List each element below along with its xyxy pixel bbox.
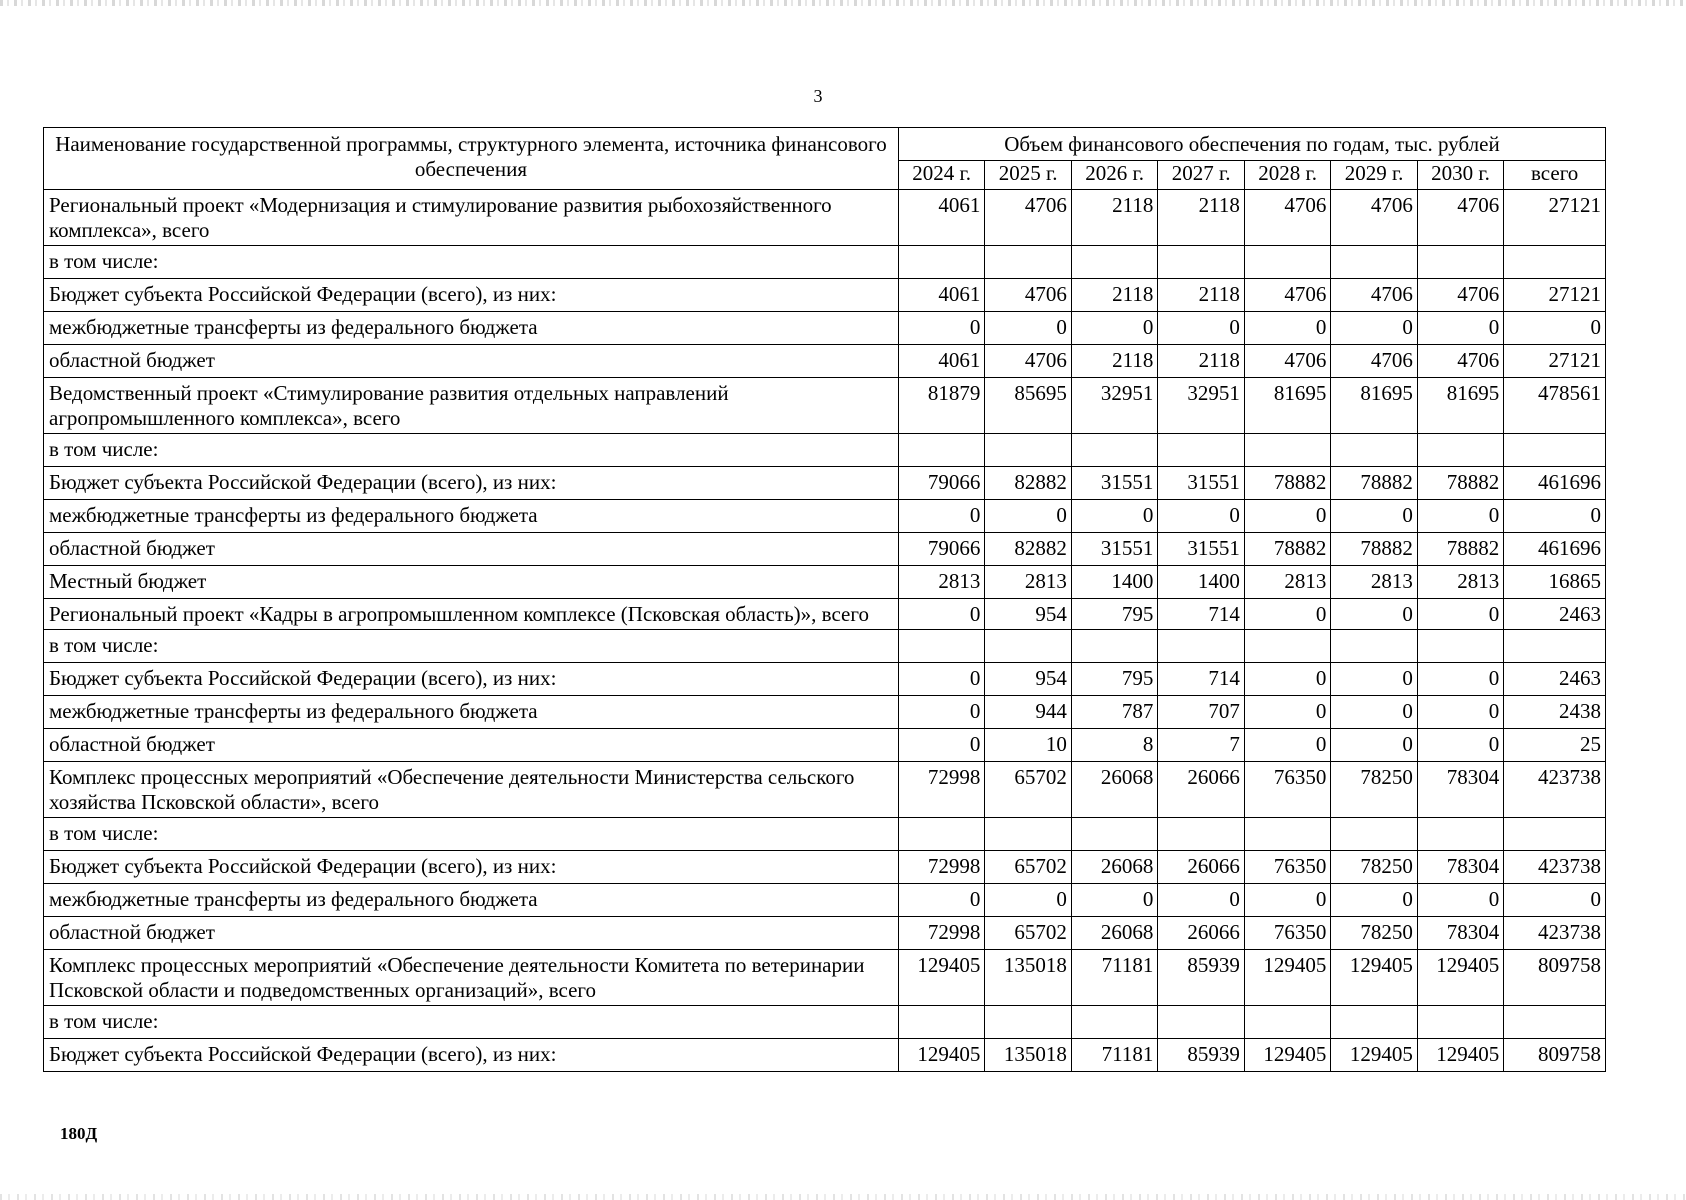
year-value-cell: 4706 [1244,190,1330,246]
year-value-cell: 129405 [898,950,984,1006]
row-label: Региональный проект «Модернизация и стимулирование развития рыбохозяйственного комплекса», всего [44,190,899,246]
year-value-cell [1417,1006,1503,1039]
year-value-cell [985,630,1071,663]
year-value-cell: 26068 [1071,917,1157,950]
year-value-cell: 65702 [985,762,1071,818]
year-header: 2026 г. [1071,161,1157,190]
row-label: Ведомственный проект «Стимулирование развития отдельных направлений агропромышленного комплекса», всего [44,378,899,434]
table-row [44,599,1606,630]
volume-header: Объем финансового обеспечения по годам, тыс. рублей [898,128,1605,161]
table-row [44,434,1606,467]
total-cell: 809758 [1504,1039,1606,1072]
table-row [44,312,1606,345]
scan-artifact-bottom [0,1194,1686,1200]
table-body [44,190,1606,1072]
year-value-cell: 0 [1331,729,1417,762]
year-value-cell: 707 [1158,696,1244,729]
total-cell: 27121 [1504,190,1606,246]
row-label: межбюджетные трансферты из федерального бюджета [44,312,899,345]
year-value-cell: 4706 [1244,345,1330,378]
year-header: 2025 г. [985,161,1071,190]
year-value-cell: 10 [985,729,1071,762]
year-value-cell: 0 [898,663,984,696]
year-value-cell [1071,246,1157,279]
year-value-cell: 0 [985,884,1071,917]
year-header: 2030 г. [1417,161,1503,190]
year-value-cell: 82882 [985,467,1071,500]
total-cell: 27121 [1504,345,1606,378]
year-value-cell [985,1006,1071,1039]
page-number: 3 [813,86,823,106]
year-value-cell: 8 [1071,729,1157,762]
year-value-cell: 2118 [1158,345,1244,378]
year-value-cell: 0 [1331,884,1417,917]
total-cell: 0 [1504,312,1606,345]
year-value-cell [985,434,1071,467]
year-value-cell: 78882 [1417,533,1503,566]
table-row [44,630,1606,663]
year-value-cell: 2813 [1331,566,1417,599]
year-value-cell [898,630,984,663]
table-row [44,566,1606,599]
year-value-cell: 26068 [1071,762,1157,818]
total-cell: 423738 [1504,762,1606,818]
year-value-cell: 129405 [898,1039,984,1072]
year-value-cell: 78250 [1331,917,1417,950]
year-value-cell: 795 [1071,663,1157,696]
year-value-cell: 7 [1158,729,1244,762]
total-cell: 461696 [1504,467,1606,500]
year-value-cell: 0 [1244,312,1330,345]
row-label: Бюджет субъекта Российской Федерации (всего), из них: [44,663,899,696]
year-value-cell: 0 [985,312,1071,345]
year-value-cell [898,1006,984,1039]
year-value-cell: 4706 [1331,279,1417,312]
table-row [44,500,1606,533]
year-value-cell: 129405 [1417,1039,1503,1072]
table-row [44,246,1606,279]
year-value-cell: 129405 [1244,1039,1330,1072]
year-value-cell: 0 [898,312,984,345]
year-value-cell: 795 [1071,599,1157,630]
year-value-cell: 0 [1417,500,1503,533]
total-cell: 0 [1504,884,1606,917]
year-value-cell: 0 [1417,312,1503,345]
year-value-cell [898,818,984,851]
document-code: 180Д [60,1124,98,1143]
row-label: Бюджет субъекта Российской Федерации (всего), из них: [44,1039,899,1072]
row-label: межбюджетные трансферты из федерального бюджета [44,696,899,729]
scan-artifact-top [0,0,1686,6]
year-value-cell: 129405 [1417,950,1503,1006]
year-value-cell [1417,818,1503,851]
year-value-cell [1417,630,1503,663]
year-value-cell: 31551 [1158,533,1244,566]
table-row [44,884,1606,917]
year-value-cell: 0 [1417,663,1503,696]
year-value-cell: 0 [1158,500,1244,533]
year-value-cell: 0 [1158,312,1244,345]
total-cell: 2463 [1504,663,1606,696]
year-value-cell: 4706 [1417,345,1503,378]
table-header [44,128,1606,190]
year-header: 2027 г. [1158,161,1244,190]
year-value-cell [1158,818,1244,851]
year-value-cell: 79066 [898,467,984,500]
year-value-cell: 0 [1244,729,1330,762]
table-row [44,378,1606,434]
row-label: областной бюджет [44,917,899,950]
year-value-cell: 31551 [1071,467,1157,500]
year-value-cell: 72998 [898,762,984,818]
year-value-cell: 0 [1071,312,1157,345]
row-label: в том числе: [44,1006,899,1039]
year-value-cell: 26066 [1158,762,1244,818]
row-label: Комплекс процессных мероприятий «Обеспечение деятельности Комитета по ветеринарии Псковской области и подведомственных организаций», всего [44,950,899,1006]
year-header: 2024 г. [898,161,984,190]
year-value-cell [1158,434,1244,467]
year-value-cell: 135018 [985,1039,1071,1072]
year-value-cell [1071,1006,1157,1039]
table-row [44,467,1606,500]
year-value-cell: 0 [1071,500,1157,533]
table-row [44,345,1606,378]
year-value-cell: 0 [1417,599,1503,630]
table-row [44,190,1606,246]
year-value-cell: 4706 [985,279,1071,312]
year-value-cell: 78304 [1417,851,1503,884]
table-row [44,762,1606,818]
year-value-cell [898,434,984,467]
year-value-cell: 71181 [1071,1039,1157,1072]
total-cell: 478561 [1504,378,1606,434]
year-value-cell: 2813 [985,566,1071,599]
year-value-cell: 26066 [1158,851,1244,884]
year-value-cell [1071,818,1157,851]
table-row [44,818,1606,851]
year-value-cell: 32951 [1158,378,1244,434]
year-value-cell [1244,246,1330,279]
year-value-cell: 4706 [1244,279,1330,312]
total-cell: 423738 [1504,851,1606,884]
year-value-cell [1158,1006,1244,1039]
total-cell: 809758 [1504,950,1606,1006]
year-value-cell: 2813 [1417,566,1503,599]
year-value-cell: 0 [1417,696,1503,729]
year-value-cell: 0 [898,884,984,917]
year-value-cell [1071,434,1157,467]
year-value-cell: 0 [985,500,1071,533]
year-value-cell: 78250 [1331,762,1417,818]
year-value-cell: 0 [898,729,984,762]
row-label: в том числе: [44,246,899,279]
total-cell: 2463 [1504,599,1606,630]
year-value-cell [1331,630,1417,663]
year-value-cell: 76350 [1244,851,1330,884]
total-cell: 25 [1504,729,1606,762]
year-value-cell: 81695 [1331,378,1417,434]
total-header: всего [1504,161,1606,190]
table-row [44,950,1606,1006]
total-cell [1504,246,1606,279]
year-value-cell: 0 [1244,696,1330,729]
row-label: Бюджет субъекта Российской Федерации (всего), из них: [44,279,899,312]
year-value-cell: 0 [898,500,984,533]
year-value-cell: 32951 [1071,378,1157,434]
year-value-cell: 0 [1244,663,1330,696]
row-label: в том числе: [44,818,899,851]
year-value-cell: 129405 [1244,950,1330,1006]
year-value-cell [1244,818,1330,851]
row-label: областной бюджет [44,533,899,566]
table-row [44,1039,1606,1072]
year-value-cell: 85695 [985,378,1071,434]
year-header: 2029 г. [1331,161,1417,190]
year-value-cell: 0 [1331,663,1417,696]
year-value-cell [1244,1006,1330,1039]
year-value-cell: 81879 [898,378,984,434]
row-label: в том числе: [44,630,899,663]
total-cell: 16865 [1504,566,1606,599]
total-cell [1504,630,1606,663]
year-value-cell: 0 [1331,599,1417,630]
year-value-cell: 714 [1158,599,1244,630]
year-value-cell: 82882 [985,533,1071,566]
year-value-cell: 65702 [985,917,1071,950]
year-value-cell: 31551 [1158,467,1244,500]
total-cell [1504,434,1606,467]
total-cell: 423738 [1504,917,1606,950]
year-value-cell [1244,434,1330,467]
row-label: Региональный проект «Кадры в агропромышленном комплексе (Псковская область)», всего [44,599,899,630]
year-value-cell: 78882 [1244,533,1330,566]
year-value-cell: 0 [898,599,984,630]
year-value-cell: 79066 [898,533,984,566]
year-value-cell: 78304 [1417,762,1503,818]
year-value-cell: 0 [1244,599,1330,630]
year-value-cell: 72998 [898,851,984,884]
total-cell: 2438 [1504,696,1606,729]
year-value-cell: 78304 [1417,917,1503,950]
total-cell: 0 [1504,500,1606,533]
year-value-cell: 4061 [898,345,984,378]
year-value-cell [1331,1006,1417,1039]
year-value-cell: 85939 [1158,950,1244,1006]
year-value-cell: 0 [1331,696,1417,729]
year-value-cell: 4061 [898,279,984,312]
year-value-cell: 0 [1158,884,1244,917]
year-value-cell: 4706 [1331,345,1417,378]
year-value-cell: 0 [1417,729,1503,762]
year-value-cell: 2118 [1071,279,1157,312]
year-value-cell: 65702 [985,851,1071,884]
year-value-cell: 4706 [985,190,1071,246]
total-cell: 27121 [1504,279,1606,312]
table-row [44,851,1606,884]
year-value-cell: 1400 [1071,566,1157,599]
row-label: областной бюджет [44,345,899,378]
row-label: межбюджетные трансферты из федерального бюджета [44,884,899,917]
year-value-cell: 71181 [1071,950,1157,1006]
row-label: областной бюджет [44,729,899,762]
year-value-cell [985,246,1071,279]
year-value-cell: 954 [985,663,1071,696]
year-value-cell: 72998 [898,917,984,950]
table-row [44,663,1606,696]
table-row [44,696,1606,729]
year-value-cell: 2813 [898,566,984,599]
year-value-cell: 129405 [1331,1039,1417,1072]
year-value-cell [985,818,1071,851]
year-value-cell: 76350 [1244,917,1330,950]
year-value-cell: 4706 [1331,190,1417,246]
total-cell [1504,818,1606,851]
row-label: Комплекс процессных мероприятий «Обеспечение деятельности Министерства сельского хозяйства Псковской области», всего [44,762,899,818]
year-value-cell [1331,246,1417,279]
row-label: Бюджет субъекта Российской Федерации (всего), из них: [44,467,899,500]
total-cell [1504,1006,1606,1039]
year-value-cell: 2118 [1071,190,1157,246]
table-row [44,917,1606,950]
year-value-cell: 0 [1331,500,1417,533]
year-value-cell: 0 [1071,884,1157,917]
year-value-cell [1158,630,1244,663]
year-value-cell [1417,434,1503,467]
year-value-cell: 78882 [1331,533,1417,566]
year-value-cell: 78882 [1417,467,1503,500]
year-value-cell: 0 [1244,500,1330,533]
financing-table [43,127,1606,1072]
year-value-cell: 135018 [985,950,1071,1006]
year-value-cell: 0 [898,696,984,729]
year-value-cell: 76350 [1244,762,1330,818]
year-value-cell: 787 [1071,696,1157,729]
year-value-cell: 26066 [1158,917,1244,950]
year-value-cell: 78882 [1331,467,1417,500]
year-value-cell: 2118 [1158,190,1244,246]
year-header: 2028 г. [1244,161,1330,190]
year-value-cell: 4706 [985,345,1071,378]
row-label: Местный бюджет [44,566,899,599]
year-value-cell: 4706 [1417,279,1503,312]
year-value-cell: 0 [1331,312,1417,345]
year-value-cell: 81695 [1244,378,1330,434]
row-label: Бюджет субъекта Российской Федерации (всего), из них: [44,851,899,884]
year-value-cell [1244,630,1330,663]
year-value-cell: 4061 [898,190,984,246]
year-value-cell: 31551 [1071,533,1157,566]
row-label: межбюджетные трансферты из федерального бюджета [44,500,899,533]
year-value-cell [1158,246,1244,279]
year-value-cell: 2118 [1071,345,1157,378]
year-value-cell [1331,818,1417,851]
table-row [44,533,1606,566]
year-value-cell [1071,630,1157,663]
year-value-cell [1417,246,1503,279]
year-value-cell: 954 [985,599,1071,630]
year-value-cell: 0 [1417,884,1503,917]
year-value-cell [898,246,984,279]
table-row [44,1006,1606,1039]
year-value-cell: 129405 [1331,950,1417,1006]
year-value-cell: 0 [1244,884,1330,917]
year-value-cell: 2118 [1158,279,1244,312]
row-label: в том числе: [44,434,899,467]
year-value-cell: 81695 [1417,378,1503,434]
year-value-cell: 714 [1158,663,1244,696]
year-value-cell [1331,434,1417,467]
total-cell: 461696 [1504,533,1606,566]
year-value-cell: 2813 [1244,566,1330,599]
year-value-cell: 1400 [1158,566,1244,599]
year-value-cell: 78250 [1331,851,1417,884]
table-row [44,279,1606,312]
year-value-cell: 85939 [1158,1039,1244,1072]
year-value-cell: 944 [985,696,1071,729]
table-row [44,729,1606,762]
name-column-header: Наименование государственной программы, структурного элемента, источника финансового обеспечения [44,128,899,190]
year-value-cell: 4706 [1417,190,1503,246]
year-value-cell: 78882 [1244,467,1330,500]
year-value-cell: 26068 [1071,851,1157,884]
